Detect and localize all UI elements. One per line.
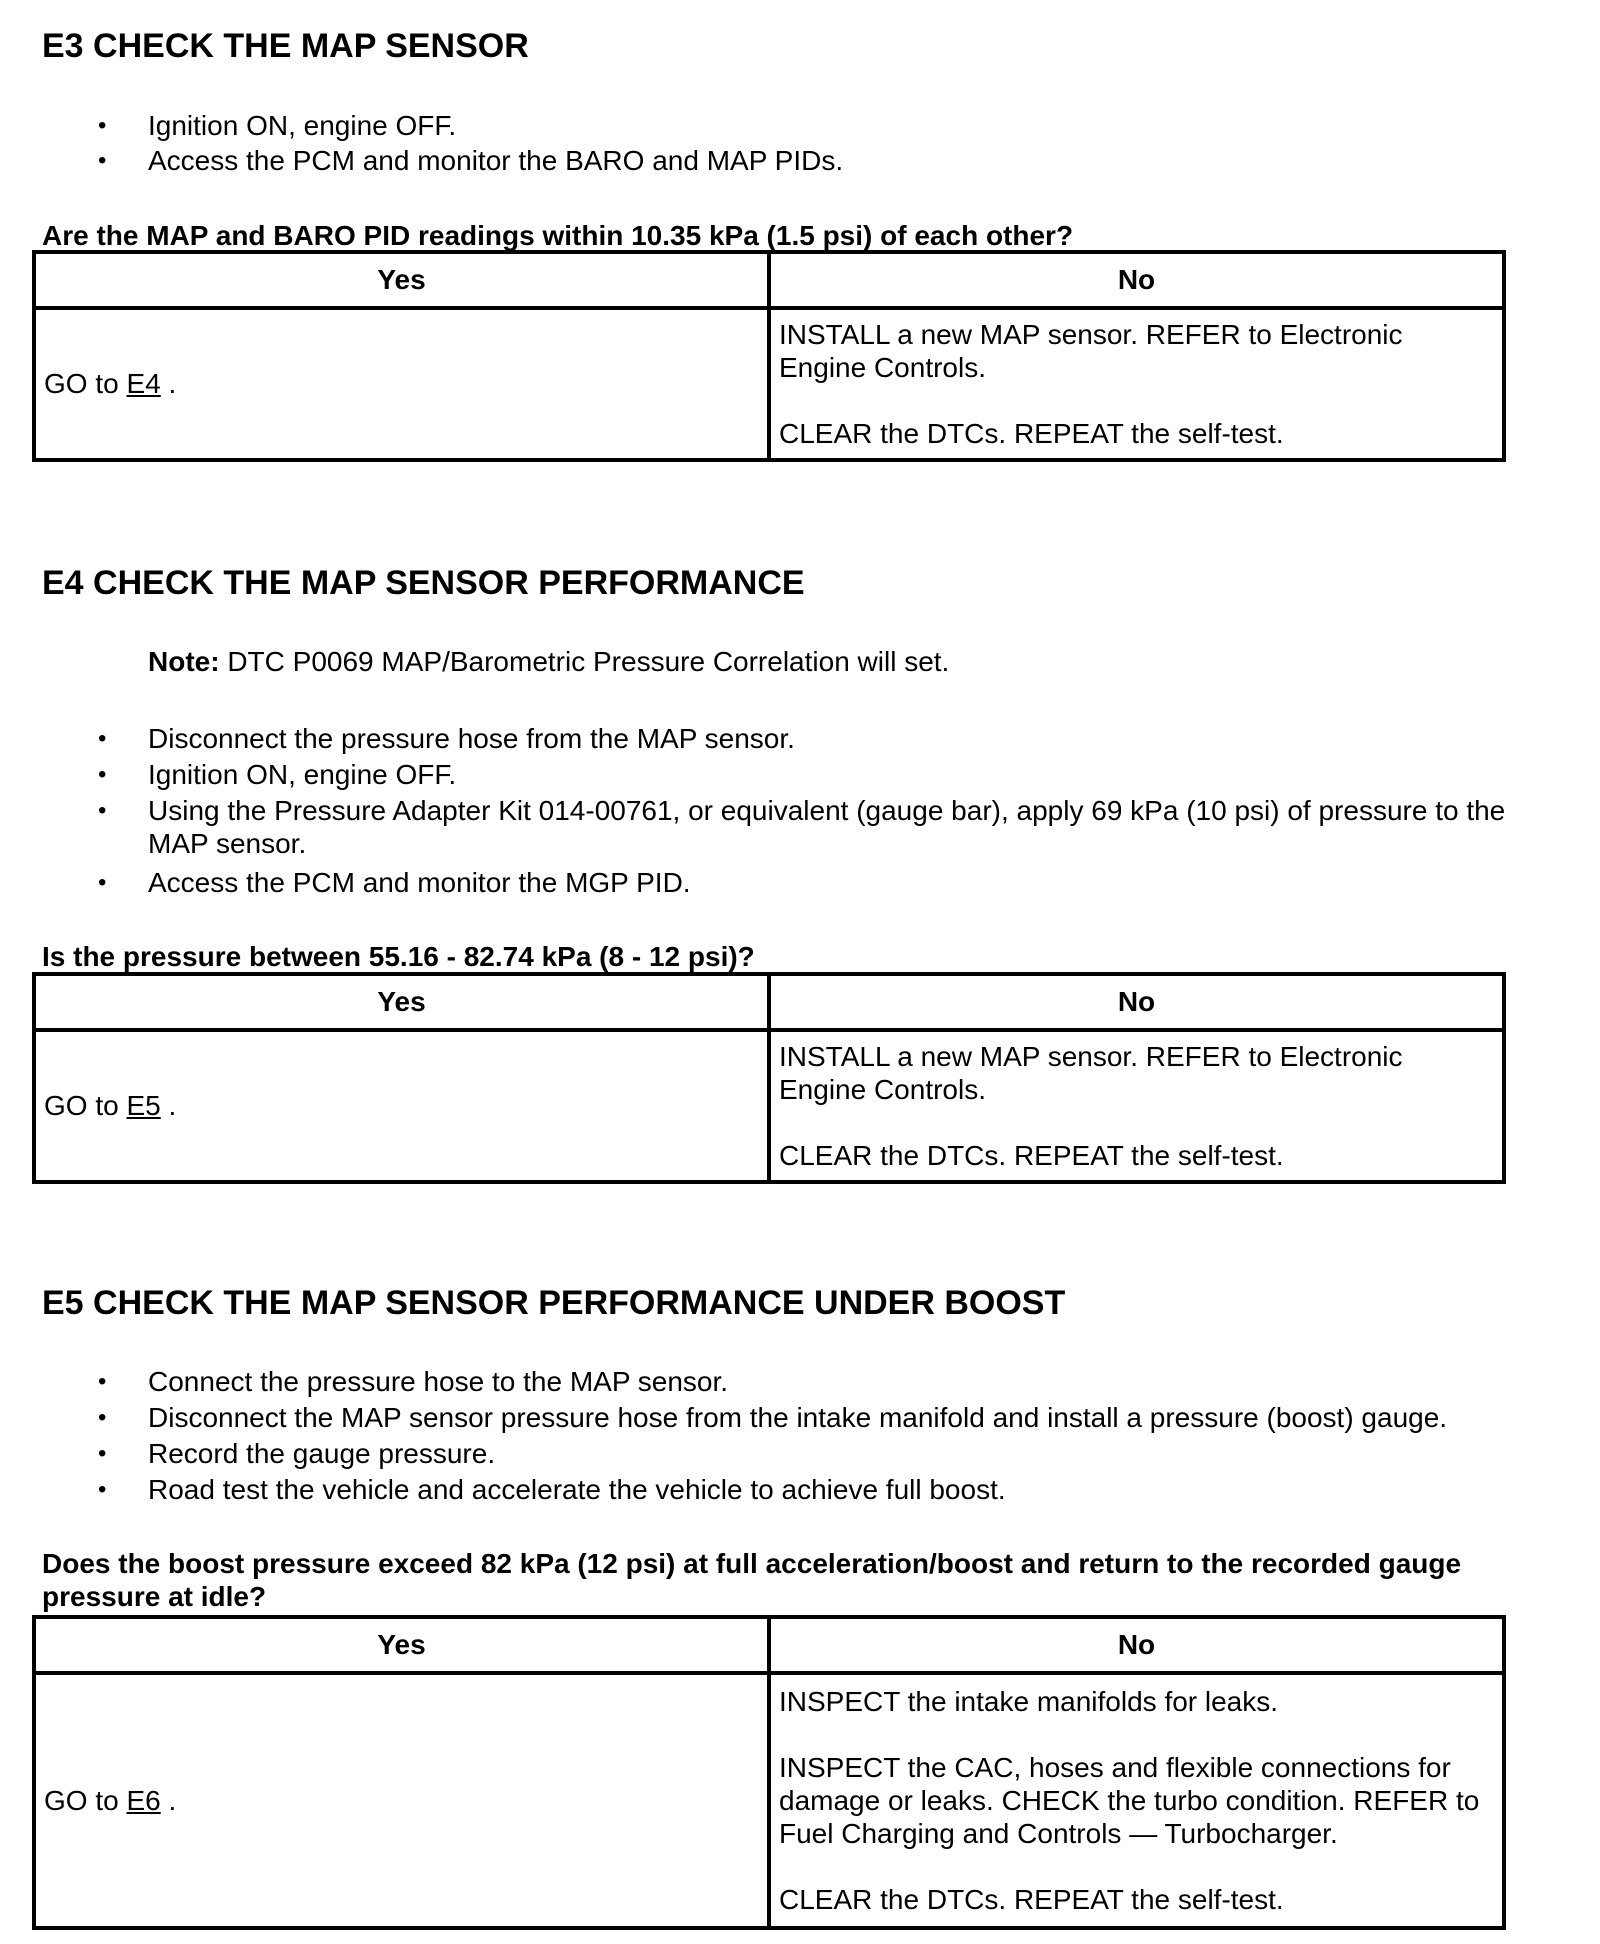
yes-cell	[34, 308, 769, 460]
decision-table-e5	[32, 1615, 1506, 1930]
note-label: Note:	[148, 646, 220, 677]
yes-header: Yes	[34, 252, 769, 308]
list-item: • Ignition ON, engine OFF.	[148, 758, 456, 791]
list-item: • Record the gauge pressure.	[148, 1437, 495, 1470]
decision-table-e4	[32, 972, 1506, 1184]
no-paragraph: CLEAR the DTCs. REPEAT the self-test.	[779, 1884, 1284, 1915]
no-header: No	[769, 974, 1504, 1030]
no-paragraph: INSTALL a new MAP sensor. REFER to Electronic Engine Controls.	[779, 319, 1403, 383]
yes-cell	[34, 1673, 769, 1928]
yes-header: Yes	[34, 974, 769, 1030]
question-e5: Does the boost pressure exceed 82 kPa (12 psi) at full acceleration/boost and return to the recorded gauge pressure at idle?	[42, 1548, 1462, 1612]
yes-header: Yes	[34, 1617, 769, 1673]
list-item: • Access the PCM and monitor the MGP PID.	[148, 866, 691, 899]
no-cell	[769, 1673, 1504, 1928]
yes-suffix: .	[168, 368, 177, 399]
no-header: No	[769, 1617, 1504, 1673]
section-heading-e5: E5 CHECK THE MAP SENSOR PERFORMANCE UNDER BOOST	[42, 1284, 1066, 1322]
question-e3: Are the MAP and BARO PID readings within 10.35 kPa (1.5 psi) of each other?	[42, 220, 1074, 251]
section-heading-e4: E4 CHECK THE MAP SENSOR PERFORMANCE	[42, 564, 805, 602]
goto-e4-link[interactable]: E4	[126, 368, 161, 399]
decision-table-e3	[32, 250, 1506, 462]
no-paragraph: INSTALL a new MAP sensor. REFER to Electronic Engine Controls.	[779, 1041, 1403, 1105]
yes-cell	[34, 1030, 769, 1182]
list-item: • Ignition ON, engine OFF.	[148, 109, 456, 142]
goto-e6-link[interactable]: E6	[126, 1784, 161, 1816]
list-item: • Connect the pressure hose to the MAP sensor.	[148, 1365, 728, 1398]
list-item: • Disconnect the pressure hose from the MAP sensor.	[148, 722, 795, 755]
no-header: No	[769, 252, 1504, 308]
goto-e5-link[interactable]: E5	[126, 1090, 161, 1121]
no-paragraph: INSPECT the intake manifolds for leaks.	[779, 1686, 1279, 1717]
note	[148, 645, 949, 678]
question-e4: Is the pressure between 55.16 - 82.74 kPa (8 - 12 psi)?	[42, 941, 755, 972]
no-paragraph: CLEAR the DTCs. REPEAT the self-test.	[779, 1140, 1284, 1171]
list-item: • Disconnect the MAP sensor pressure hose from the intake manifold and install a pressure (boost) gauge.	[148, 1401, 1447, 1434]
yes-prefix: GO to	[44, 1090, 119, 1121]
yes-prefix: GO to	[44, 368, 119, 399]
section-heading-e3: E3 CHECK THE MAP SENSOR	[42, 27, 529, 65]
list-item: • Access the PCM and monitor the BARO and MAP PIDs.	[148, 144, 843, 177]
list-item: • Road test the vehicle and accelerate the vehicle to achieve full boost.	[148, 1473, 1006, 1506]
no-cell	[769, 1030, 1504, 1182]
note-text: DTC P0069 MAP/Barometric Pressure Correlation will set.	[227, 646, 950, 677]
no-cell	[769, 308, 1504, 460]
yes-prefix: GO to	[44, 1784, 119, 1816]
yes-suffix: .	[168, 1784, 177, 1816]
no-paragraph: INSPECT the CAC, hoses and flexible connections for damage or leaks. CHECK the turbo condition. REFER to Fuel Charging and Controls — Turbocharger.	[779, 1752, 1480, 1849]
no-paragraph: CLEAR the DTCs. REPEAT the self-test.	[779, 418, 1284, 449]
yes-suffix: .	[168, 1090, 177, 1121]
list-item: • Using the Pressure Adapter Kit 014-00761, or equivalent (gauge bar), apply 69 kPa (10 psi) of pressure to the MAP sensor.	[148, 794, 1568, 860]
